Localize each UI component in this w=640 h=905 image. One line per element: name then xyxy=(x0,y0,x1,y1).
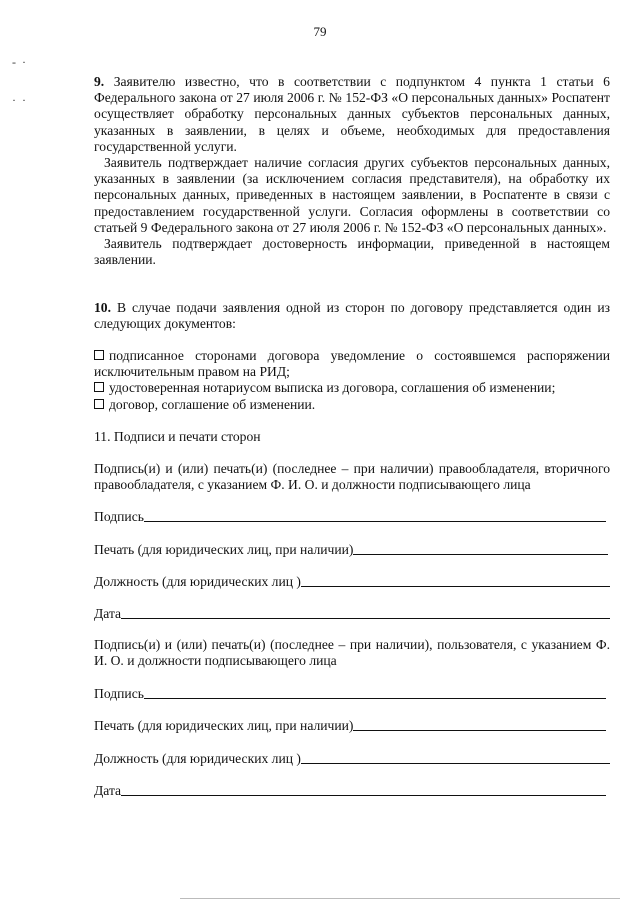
document-option xyxy=(94,397,610,413)
position-label: Должность (для юридических лиц ) xyxy=(94,573,301,589)
date-line xyxy=(121,618,610,619)
page-number: 79 xyxy=(313,24,327,39)
option-label: договор, соглашение об изменении. xyxy=(109,396,316,412)
section-9-text: Заявителю известно, что в соответствии с подпунктом 4 пункта 1 статьи 6 Федерального закона от 27 июля 2006 г. № 152-ФЗ «О персональных данных» Роспатент осуществляет обработку персональных данных субъектов персональных данных, указанных в заявлении, в целях и объеме, необходимых для предоставления государственной услуги. xyxy=(94,74,610,154)
stamp-label: Печать (для юридических лиц, при наличии) xyxy=(94,541,354,557)
section-9-paragraph-1 xyxy=(94,74,610,155)
document-option xyxy=(94,348,610,380)
signature-line xyxy=(144,698,606,699)
checkbox-icon[interactable] xyxy=(94,350,104,360)
rightholder-stamp-field[interactable] xyxy=(94,540,608,558)
user-intro: Подпись(и) и (или) печать(и) (последнее – при наличии), пользователя, с указанием Ф. И. О. и должности подписывающего лица xyxy=(94,637,610,669)
document-options xyxy=(94,348,610,413)
date-line xyxy=(121,795,606,796)
section-11-heading: 11. Подписи и печати сторон xyxy=(94,429,261,444)
rightholder-signature-field[interactable] xyxy=(94,507,606,525)
position-label: Должность (для юридических лиц ) xyxy=(94,750,301,766)
checkbox-icon[interactable] xyxy=(94,382,104,392)
signature-label: Подпись xyxy=(94,508,144,524)
option-label: удостоверенная нотариусом выписка из договора, соглашения об изменении; xyxy=(109,380,556,396)
user-signature-field[interactable] xyxy=(94,684,606,702)
stamp-line xyxy=(353,554,608,555)
checkbox-icon[interactable] xyxy=(94,399,104,409)
stamp-line xyxy=(353,730,606,731)
section-9-number: 9. xyxy=(94,74,105,89)
section-9-paragraph-3: Заявитель подтверждает достоверность информации, приведенной в настоящем заявлении. xyxy=(94,236,610,268)
rightholder-intro: Подпись(и) и (или) печать(и) (последнее – при наличии) правообладателя, вторичного правообладателя, с указанием Ф. И. О. и должности подписывающего лица xyxy=(94,461,610,493)
stamp-label: Печать (для юридических лиц, при наличии) xyxy=(94,717,354,733)
signature-label: Подпись xyxy=(94,685,144,701)
rightholder-position-field[interactable] xyxy=(94,572,610,590)
position-line xyxy=(301,586,610,587)
scan-mark: · · xyxy=(12,93,26,107)
scan-edge-line xyxy=(180,898,620,899)
date-label: Дата xyxy=(94,605,122,621)
section-10-text xyxy=(94,300,610,332)
date-label: Дата xyxy=(94,782,122,798)
section-9-paragraph-2: Заявитель подтверждает наличие согласия других субъектов персональных данных, указанных в заявлении (за исключением согласия представителя), на обработку их персональных данных, приведенных в настоящем заявлении, в Роспатенте в связи с предоставлением государственной услуги. Согласия оформлены в соответствии со статьей 9 Федерального закона от 27 июля 2006 г. № 152-ФЗ «О персональных данных». xyxy=(94,155,610,235)
section-10-number: 10. xyxy=(94,300,111,315)
user-stamp-field[interactable] xyxy=(94,716,606,734)
document-option xyxy=(94,380,610,396)
signature-line xyxy=(144,521,606,522)
section-10 xyxy=(94,300,610,332)
user-position-field[interactable] xyxy=(94,749,610,767)
user-date-field[interactable] xyxy=(94,781,606,799)
scan-mark: - · xyxy=(12,55,26,69)
option-label: подписанное сторонами договора уведомление о состоявшемся распоряжении исключительным правом на РИД; xyxy=(94,348,610,380)
rightholder-date-field[interactable] xyxy=(94,604,610,622)
position-line xyxy=(301,763,610,764)
section-9 xyxy=(94,74,610,268)
section-10-body: В случае подачи заявления одной из сторон по договору представляется один из следующих документов: xyxy=(94,300,610,332)
